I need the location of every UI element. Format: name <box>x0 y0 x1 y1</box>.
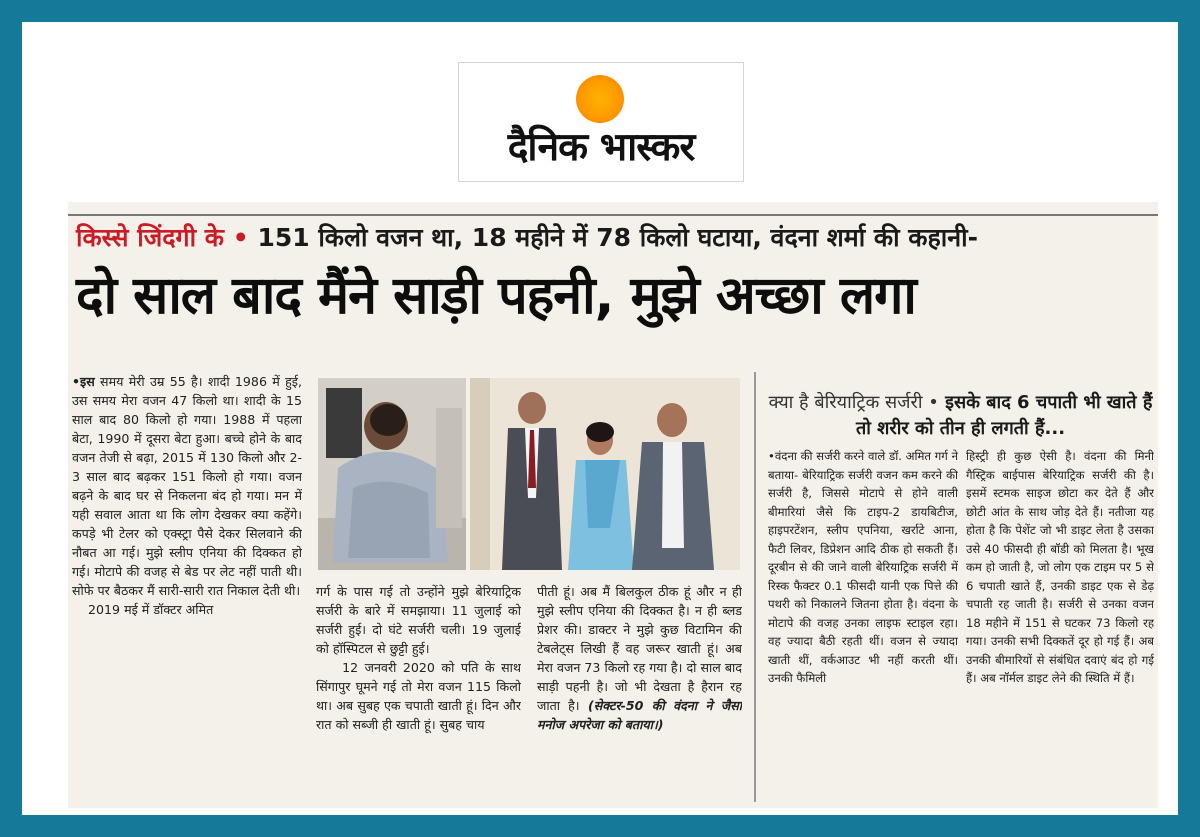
column-1 <box>72 372 302 802</box>
kicker-text: 151 किलो वजन था, 18 महीने में 78 किलो घटाया, वंदना शर्मा की कहानी- <box>257 223 978 252</box>
col1-tail: 2019 मई में डॉक्टर अमित <box>88 602 214 617</box>
sun-logo-icon <box>576 75 624 123</box>
masthead-logo <box>458 62 744 182</box>
col1-lead: •इस <box>72 374 95 389</box>
page-frame <box>22 22 1178 815</box>
side-subheading <box>768 390 1153 442</box>
column-4 <box>768 447 958 807</box>
side-head: इसके बाद 6 चपाती भी खाते हैं तो शरीर को तीन ही लगती हैं... <box>855 392 1153 439</box>
kicker-label: किस्से जिंदगी के <box>76 223 225 252</box>
col5-text: हिस्ट्री ही कुछ ऐसी है। वंदना की मिनी गैस्ट्रिक बाईपास बेरियाट्रिक सर्जरी की है। इसमें स्टमक साइज छोटा कर देते हैं और छोटी आंत के साथ जोड़ देते हैं। नतीजा यह होता है कि पेशेंट जो भी डाइट लेता है उसका उसे 40 फीसदी ही बॉडी को मिलता है। भूख कम हो जाती है, जो लोग एक टाइम पर 5 से 6 चपाती खाते हैं, उनकी डाइट एक से डेढ़ चपाती रह जाती है। सर्जरी से उनका वजन 18 महीने में 151 से घटकर 73 किलो रह गया। उनकी सभी दिक्कतें दूर हो गई हैं। अब उनकी बीमारियों से संबंधित दवाएं बंद हो गई हैं। अब नॉर्मल डाइट लेने की स्थिति में हैं। <box>966 449 1154 685</box>
col2-text-b: 12 जनवरी 2020 को पति के साथ सिंगापुर घूमने गई तो मेरा वजन 115 किलो था। अब सुबह एक चपाती खाती हूं। दिन और रात को सब्जी ही खाती हूं। सुबह चाय <box>316 660 521 732</box>
col4-text: •वंदना की सर्जरी करने वाले डॉ. अमित गर्ग ने बताया- बेरियाट्रिक सर्जरी वजन कम करने की सर्जरी है, जिससे मोटापे से होने वाली बीमारियां जैसे कि टाइप-2 डायबिटीज, हाइपरटेंशन, स्लीप एपनिया, खर्राटे आना, फैटी लिवर, डिप्रेशन आदि ठीक हो सकती हैं। दूरबीन से की जाने वाली बेरियाट्रिक सर्जरी में रिस्क फैक्टर 0.1 फीसदी यानी एक पित्ते की पथरी को निकालने जितना होता है। वंदना के मोटापे की वजह उनका लाइफ स्टाइल रहा। वह ज्यादा बैठी रहती थीं। वजन से ज्यादा खाती थीं, वर्कआउट भी नहीं करती थीं। उनकी फैमिली <box>768 449 958 685</box>
photo-before-illustration <box>318 378 466 570</box>
column-3 <box>537 582 742 802</box>
column-5 <box>966 447 1154 807</box>
photo-before-surgery <box>318 378 466 570</box>
kicker <box>76 220 978 254</box>
column-divider <box>754 372 756 802</box>
side-label: क्या है बेरियाट्रिक सर्जरी • <box>768 392 939 413</box>
col3-text: पीती हूं। अब मैं बिलकुल ठीक हूं और न ही मुझे स्लीप एनिया की दिक्कत है। न ही ब्लड प्रेशर की। डाक्टर ने मुझे कुछ विटामिन की टेबलेट्स लिखी हैं वह जरूर खाती हूं। अब मेरा वजन 73 किलो रह गया है। दो साल बाद साड़ी पहनी है। जो भी देखता है हैरान रह जाता है। <box>537 584 742 713</box>
headline: दो साल बाद मैंने साड़ी पहनी, मुझे अच्छा लगा <box>76 266 916 326</box>
newspaper-clipping <box>68 202 1158 808</box>
column-2 <box>316 582 521 802</box>
photo-after-illustration <box>470 378 740 570</box>
photo-after-surgery <box>470 378 740 570</box>
masthead-title: दैनिक भास्कर <box>507 125 695 170</box>
col2-text: गर्ग के पास गई तो उन्होंने मुझे बेरियाट्रिक सर्जरी के बारे में समझाया। 11 जुलाई को सर्जरी हुई। दो घंटे सर्जरी चली। 19 जुलाई को हॉस्पिटल से छुट्टी हुई। <box>316 584 521 656</box>
col3-credit: (सेक्टर-50 की वंदना ने जैसा मनोज अपरेजा को बताया।) <box>537 698 742 732</box>
kicker-bullet: • <box>232 223 249 252</box>
col1-text: समय मेरी उम्र 55 है। शादी 1986 में हुई, उस समय मेरा वजन 47 किलो था। शादी के 15 साल बाद 80 किलो हो गया। 1988 में पहला बेटा, 1990 में दूसरा बेटा हुआ। बच्चे होने के बाद वजन तेजी से बढ़ा, 2015 में 130 किलो और 2-3 साल बाद बढ़कर 151 किलो हो गया। वजन बढ़ने के बाद घर से निकलना बंद हो गया। मन में यही सवाल आता था कि लोग देखकर क्या कहेंगे। कपड़े भी टेलर को एक्स्ट्रा पैसे देकर सिलवाने की नौबत आ गई। मुझे स्लीप एनिया की दिक्कत हो गई। मोटापे की वजह से बेड पर लेट नहीं पाती थी। सोफे पर बैठकर मैं सारी-सारी रात निकाल देती थी। <box>72 374 302 598</box>
top-rule <box>68 214 1158 216</box>
